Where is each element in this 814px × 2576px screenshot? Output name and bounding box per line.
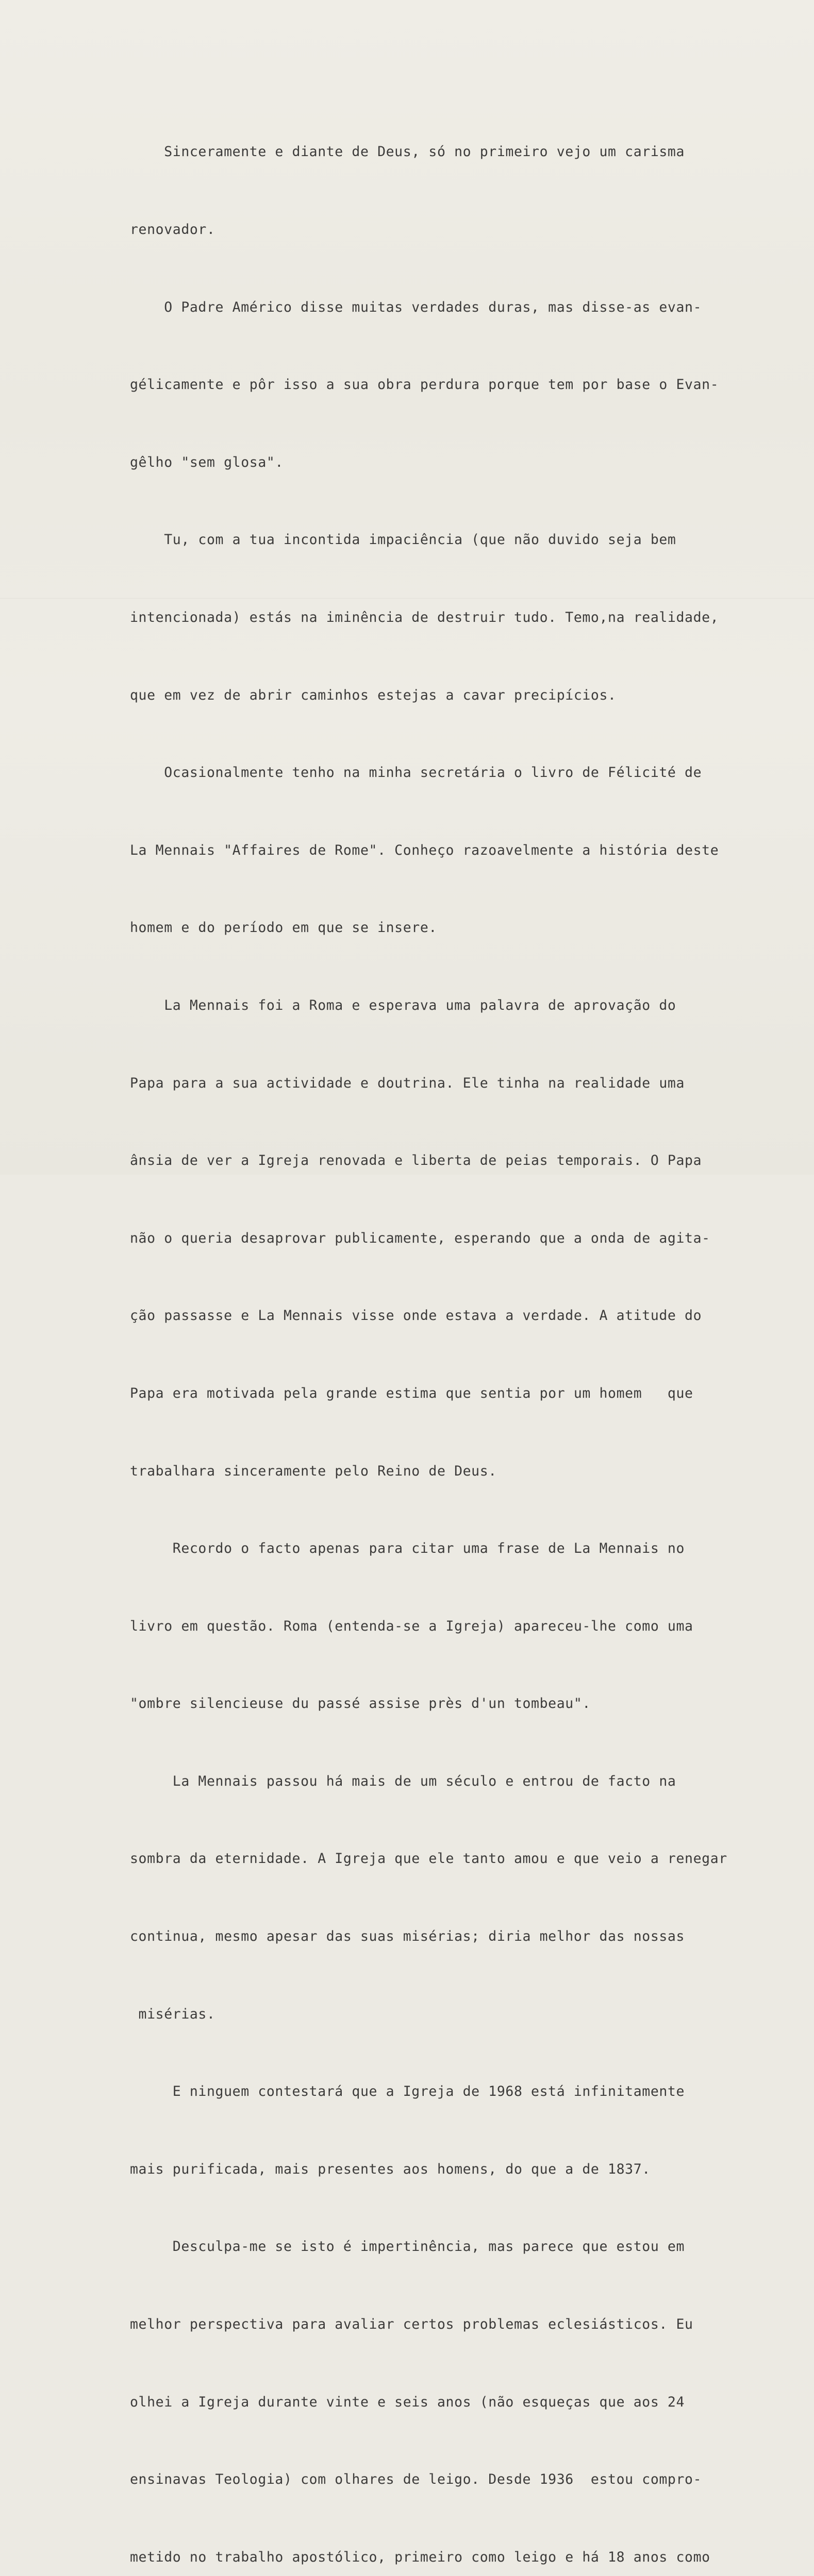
text-line: La Mennais "Affaires de Rome". Conheço razoavelmente a história deste <box>130 842 719 858</box>
text-line: E ninguem contestará que a Igreja de 1968 está infinitamente <box>130 2083 685 2100</box>
text-line: Sinceramente e diante de Deus, só no primeiro vejo um carisma <box>130 144 685 160</box>
text-line: O Padre Américo disse muitas verdades duras, mas disse-as evan- <box>130 299 702 315</box>
text-line: continua, mesmo apesar das suas misérias; diria melhor das nossas <box>130 1928 685 1945</box>
text-line: Papa era motivada pela grande estima que sentia por um homem que <box>130 1385 693 1401</box>
text-line: olhei a Igreja durante vinte e seis anos (não esqueças que aos 24 <box>130 2394 685 2410</box>
text-line: Desculpa-me se isto é impertinência, mas parece que estou em <box>130 2239 685 2255</box>
text-line: misérias. <box>130 2006 215 2022</box>
text-line: trabalhara sinceramente pelo Reino de Deus. <box>130 1463 497 1479</box>
text-line: metido no trabalho apostólico, primeiro como leigo e há 18 anos como <box>130 2549 710 2565</box>
text-line: homem e do período em que se insere. <box>130 920 437 936</box>
text-line: que em vez de abrir caminhos estejas a cavar precipícios. <box>130 687 617 703</box>
text-line: ção passasse e La Mennais visse onde estava a verdade. A atitude do <box>130 1308 702 1324</box>
text-line: gêlho "sem glosa". <box>130 454 284 470</box>
text-line: Ocasionalmente tenho na minha secretária o livro de Félicité de <box>130 765 702 781</box>
text-line: gélicamente e pôr isso a sua obra perdura porque tem por base o Evan- <box>130 377 719 393</box>
text-line: mais purificada, mais presentes aos homens, do que a de 1837. <box>130 2161 651 2177</box>
text-line: não o queria desaprovar publicamente, esperando que a onda de agita- <box>130 1230 710 1246</box>
text-line: Tu, com a tua incontida impaciência (que não duvido seja bem <box>130 532 676 548</box>
text-line: sombra da eternidade. A Igreja que ele tanto amou e que veio a renegar <box>130 1851 727 1867</box>
text-line: La Mennais foi a Roma e esperava uma palavra de aprovação do <box>130 997 676 1013</box>
letter-body <box>130 88 774 2576</box>
text-line: melhor perspectiva para avaliar certos problemas eclesiásticos. Eu <box>130 2316 693 2333</box>
text-line: Papa para a sua actividade e doutrina. Ele tinha na realidade uma <box>130 1075 685 1091</box>
text-line: livro em questão. Roma (entenda-se a Igreja) apareceu-lhe como uma <box>130 1618 693 1634</box>
text-line: renovador. <box>130 222 215 238</box>
text-line: "ombre silencieuse du passé assise près d'un tombeau". <box>130 1696 591 1712</box>
text-line: ânsia de ver a Igreja renovada e liberta de peias temporais. O Papa <box>130 1153 702 1169</box>
text-line: Recordo o facto apenas para citar uma frase de La Mennais no <box>130 1540 685 1557</box>
text-line: ensinavas Teologia) com olhares de leigo. Desde 1936 estou compro- <box>130 2471 702 2488</box>
text-line: La Mennais passou há mais de um século e entrou de facto na <box>130 1773 676 1789</box>
text-line: intencionada) estás na iminência de destruir tudo. Temo,na realidade, <box>130 609 719 625</box>
